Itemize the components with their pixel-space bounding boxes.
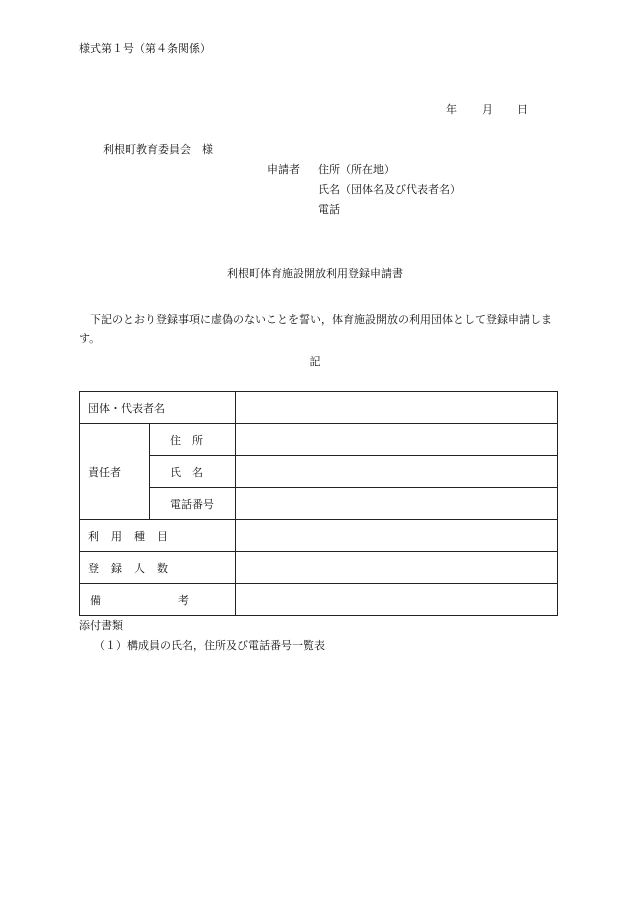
applicant-phone-label: 電話 <box>318 203 340 216</box>
usage-field[interactable] <box>236 520 558 552</box>
members-label: 登録人数 <box>80 552 236 584</box>
responsible-phone-label: 電話番号 <box>150 488 236 520</box>
date-day-label: 日 <box>517 103 528 116</box>
date-year-label: 年 <box>446 103 457 116</box>
responsible-phone-field[interactable] <box>236 488 558 520</box>
table-row <box>80 488 558 520</box>
applicant-label: 申請者 <box>267 163 300 176</box>
group-rep-label: 団体・代表者名 <box>80 392 236 424</box>
remarks-field[interactable] <box>236 584 558 616</box>
table-row <box>80 584 558 616</box>
body-text: 下記のとおり登録事項に虚偽のないことを誓い，体育施設開放の利用団体として登録申請します。 <box>79 313 552 345</box>
addressee: 利根町教育委員会 様 <box>103 143 213 156</box>
responsible-name-field[interactable] <box>236 456 558 488</box>
responsible-address-field[interactable] <box>236 424 558 456</box>
remarks-label: 備 考 <box>80 584 236 616</box>
members-field[interactable] <box>236 552 558 584</box>
table-row <box>80 552 558 584</box>
attachments-title: 添付書類 <box>79 619 123 632</box>
attachments-item-1: （１）構成員の氏名，住所及び電話番号一覧表 <box>94 639 325 652</box>
table-row <box>80 520 558 552</box>
document-title: 利根町体育施設開放利用登録申請書 <box>227 267 403 280</box>
group-rep-field[interactable] <box>236 392 558 424</box>
ki-heading: 記 <box>309 355 321 368</box>
responsible-name-label: 氏 名 <box>150 456 236 488</box>
responsible-label: 責任者 <box>80 424 150 520</box>
table-row <box>80 424 558 456</box>
form-number: 様式第１号（第４条関係） <box>79 42 211 55</box>
table-row <box>80 456 558 488</box>
applicant-address-label: 住所（所在地） <box>318 163 395 176</box>
date-month-label: 月 <box>482 103 493 116</box>
usage-label: 利用種目 <box>80 520 236 552</box>
table-row <box>80 392 558 424</box>
applicant-name-label: 氏名（団体名及び代表者名） <box>318 183 461 196</box>
registration-table <box>79 391 558 616</box>
responsible-address-label: 住 所 <box>150 424 236 456</box>
